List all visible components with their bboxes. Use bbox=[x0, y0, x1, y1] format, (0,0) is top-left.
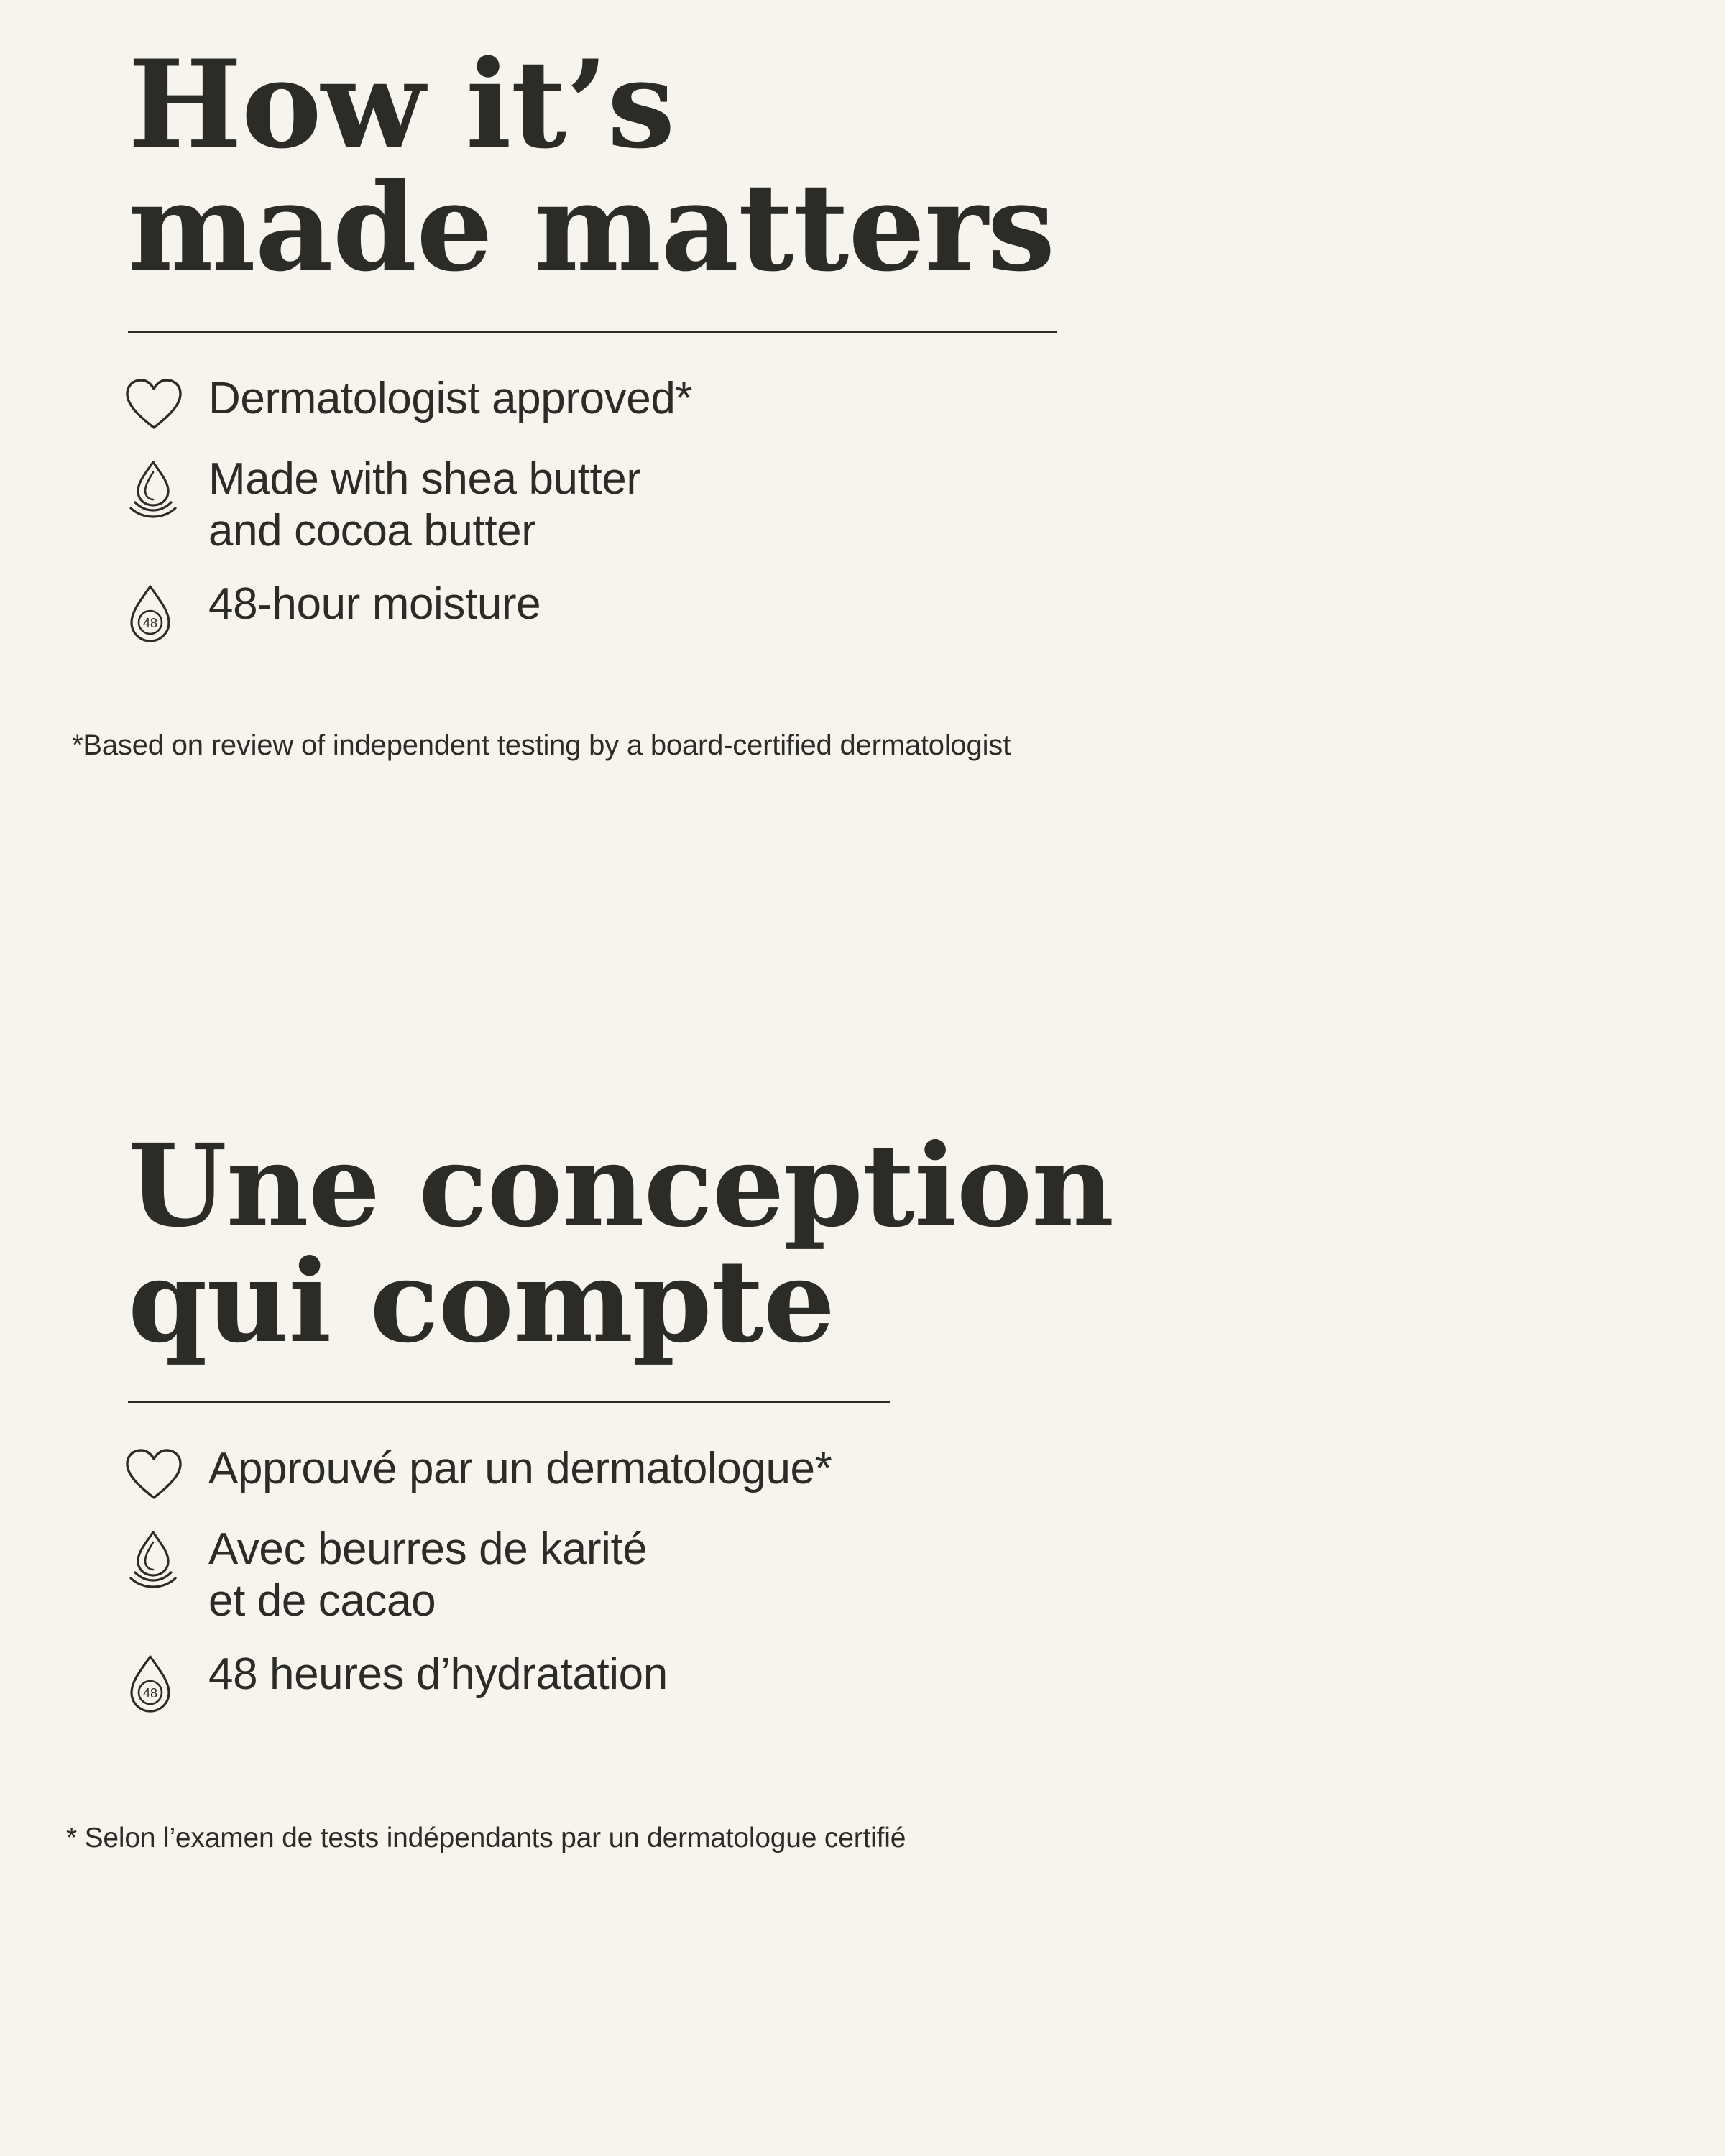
feature-text bbox=[208, 453, 641, 557]
heart-icon bbox=[124, 373, 208, 432]
svg-text:48: 48 bbox=[142, 615, 158, 630]
heading-line-1: How it’s bbox=[128, 33, 675, 175]
heading-line-1: Une conception bbox=[128, 1120, 1114, 1253]
feature-text-line1: 48-hour moisture bbox=[208, 579, 541, 629]
footnote-french: * Selon l’examen de tests indépendants par un dermatologue certifié bbox=[66, 1823, 906, 1854]
list-item bbox=[0, 579, 1725, 645]
feature-text-line1: Made with shea butter bbox=[208, 453, 641, 504]
feature-text-line2: and cocoa butter bbox=[208, 505, 536, 556]
shea-butter-drop-icon bbox=[124, 453, 208, 521]
section-english bbox=[0, 33, 1725, 791]
heading-line-2: made matters bbox=[128, 156, 1055, 299]
feature-text-line1: Avec beurres de karité bbox=[208, 1524, 648, 1575]
divider-english bbox=[128, 331, 1057, 333]
shea-butter-drop-icon bbox=[124, 1524, 208, 1591]
feature-text bbox=[208, 373, 692, 425]
svg-text:48: 48 bbox=[142, 1686, 158, 1701]
list-item bbox=[0, 453, 1725, 557]
48-hour-droplet-icon bbox=[124, 579, 208, 645]
feature-list-english bbox=[0, 373, 1725, 645]
heading-line-2: qui compte bbox=[128, 1235, 835, 1369]
feature-text-line1: Dermatologist approved* bbox=[208, 373, 693, 423]
feature-text bbox=[208, 1649, 668, 1700]
page-title-french bbox=[0, 1120, 1725, 1369]
feature-text-line1: Approuvé par un dermatologue* bbox=[208, 1444, 832, 1494]
list-item bbox=[0, 1443, 1725, 1502]
section-french bbox=[0, 1120, 1725, 1882]
list-item bbox=[0, 1524, 1725, 1627]
footnote-english: *Based on review of independent testing by a board-certified dermatologist bbox=[72, 729, 1011, 761]
feature-text-line1: 48 heures d’hydratation bbox=[208, 1649, 668, 1700]
divider-french bbox=[128, 1401, 890, 1403]
feature-text bbox=[208, 1524, 647, 1627]
feature-list-french bbox=[0, 1443, 1725, 1715]
feature-text bbox=[208, 579, 540, 630]
list-item bbox=[0, 1649, 1725, 1715]
feature-text bbox=[208, 1443, 832, 1495]
48-hour-droplet-icon bbox=[124, 1649, 208, 1715]
list-item bbox=[0, 373, 1725, 432]
feature-text-line2: et de cacao bbox=[208, 1576, 436, 1626]
page-title-english bbox=[0, 33, 1725, 299]
heart-icon bbox=[124, 1443, 208, 1502]
